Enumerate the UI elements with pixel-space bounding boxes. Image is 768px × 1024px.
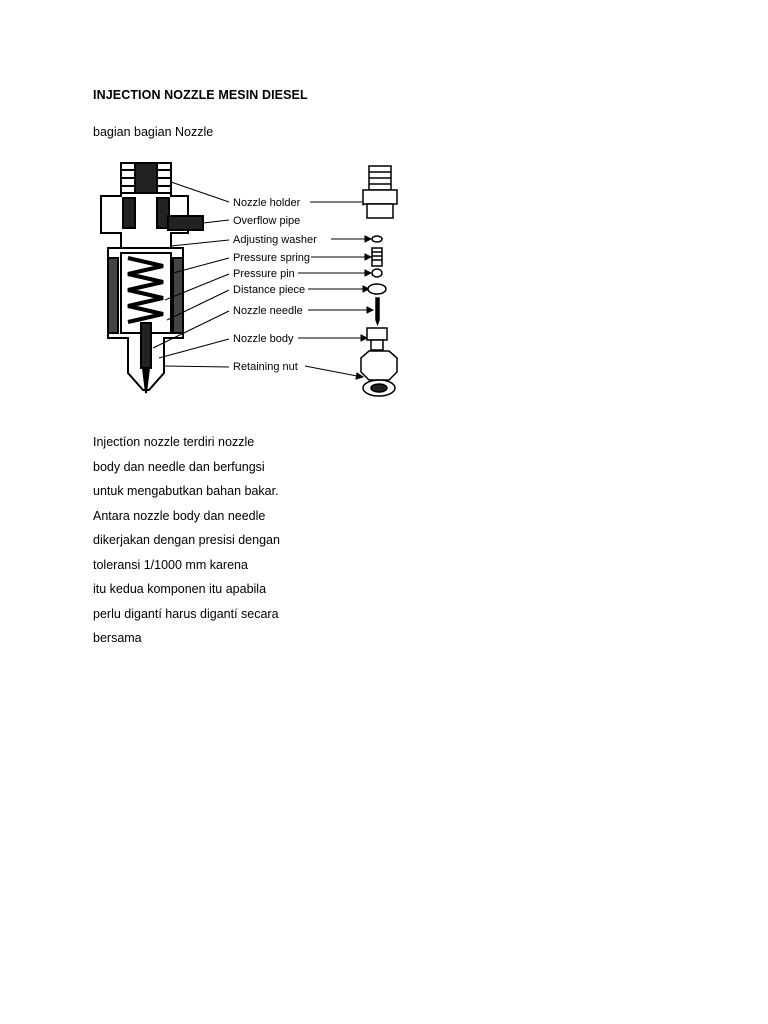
description-paragraph: [93, 434, 280, 655]
paragraph-line: Injectíon nozzle terdiri nozzle: [93, 435, 255, 449]
label-distance-piece: Distance piece: [233, 284, 306, 296]
nozzle-diagram: [93, 158, 403, 408]
label-pressure-spring: Pressure spring: [233, 252, 311, 264]
paragraph-line: untuk mengabutkan bahan bakar.: [93, 484, 279, 498]
paragraph-line: dikerjakan dengan presisi dengan: [93, 533, 280, 547]
document-subtitle: bagian bagian Nozzle: [93, 125, 214, 139]
document-title: INJECTION NOZZLE MESIN DIESEL: [93, 88, 308, 102]
paragraph-line: Antara nozzle body dan needle: [93, 508, 266, 523]
paragraph-line: body dan needle dan berfungsi: [93, 459, 265, 474]
nozzle-cross-section: [101, 163, 203, 393]
label-nozzle-needle: Nozzle needle: [233, 305, 303, 317]
label-pressure-pin: Pressure pin: [233, 268, 295, 280]
label-nozzle-body: Nozzle body: [233, 333, 294, 345]
exploded-parts: [361, 166, 397, 396]
label-overflow-pipe: Overflow pipe: [233, 215, 301, 227]
label-retaining-nut: Retaining nut: [233, 361, 298, 373]
paragraph-line: bersama: [93, 631, 142, 645]
paragraph-line: toleransi 1/1000 mm karena: [93, 557, 248, 572]
paragraph-line: itu kedua komponen itu apabila: [93, 582, 267, 596]
label-nozzle-holder: Nozzle holder: [233, 197, 301, 209]
label-adjusting-washer: Adjusting washer: [233, 234, 317, 246]
diagram-labels: [233, 197, 317, 373]
paragraph-line: perlu digantí harus digantí secara: [93, 606, 279, 621]
